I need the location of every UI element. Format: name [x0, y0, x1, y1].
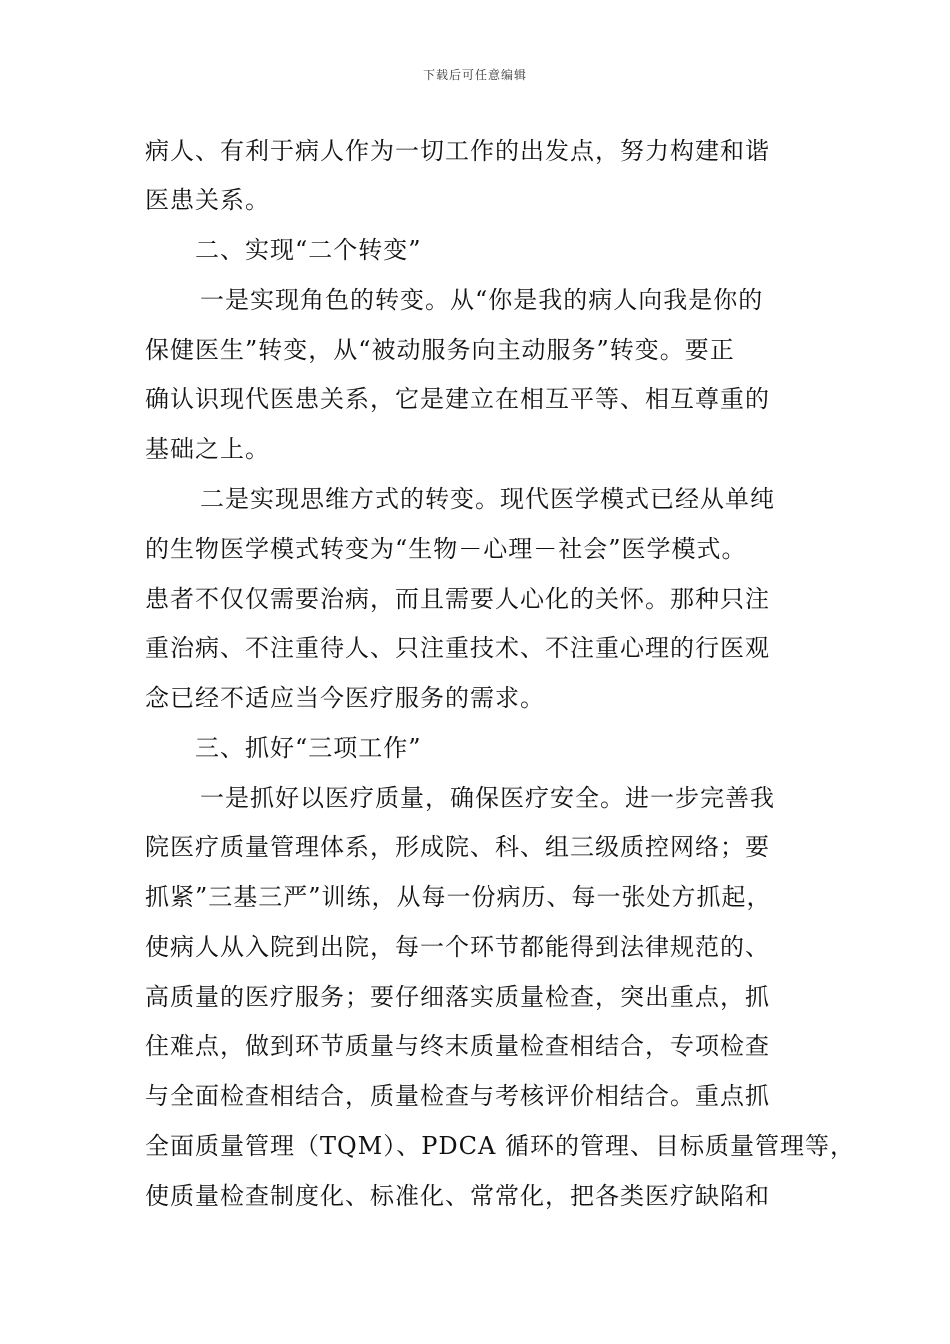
- text-line: 重治病、不注重待人、只注重技术、不注重心理的行医观: [145, 634, 770, 662]
- text-line: 高质量的医疗服务；要仔细落实质量检查，突出重点，抓: [145, 983, 770, 1011]
- text-line: 保健医生”转变，从“被动服务向主动服务”转变。要正: [145, 336, 735, 364]
- text-line: 二是实现思维方式的转变。现代医学模式已经从单纯: [200, 485, 775, 513]
- text-line: 使病人从入院到出院，每一个环节都能得到法律规范的、: [145, 933, 770, 961]
- text-line: 全面质量管理（TQM）、PDCA 循环的管理、目标质量管理等，: [145, 1132, 855, 1160]
- page-header-note: 下载后可任意编辑: [422, 68, 527, 82]
- text-line: 与全面检查相结合，质量检查与考核评价相结合。重点抓: [145, 1082, 770, 1110]
- text-line: 患者不仅仅需要治病，而且需要人心化的关怀。那种只注: [145, 585, 770, 613]
- text-line: 基础之上。: [145, 435, 270, 463]
- text-line: 病人、有利于病人作为一切工作的出发点，努力构建和谐: [145, 137, 770, 165]
- section-heading: 三、抓好“三项工作”: [195, 734, 422, 762]
- text-line: 院医疗质量管理体系，形成院、科、组三级质控网络；要: [145, 833, 770, 861]
- text-line: 一是实现角色的转变。从“你是我的病人向我是你的: [200, 286, 764, 314]
- section-heading: 二、实现“二个转变”: [195, 236, 422, 264]
- text-line: 医患关系。: [145, 186, 270, 214]
- text-line: 抓紧”三基三严”训练，从每一份病历、每一张处方抓起，: [145, 883, 772, 911]
- text-line: 一是抓好以医疗质量，确保医疗安全。进一步完善我: [200, 784, 775, 812]
- text-line: 念已经不适应当今医疗服务的需求。: [145, 684, 545, 712]
- text-line: 的生物医学模式转变为“生物－心理－社会”医学模式。: [145, 535, 747, 563]
- text-line: 确认识现代医患关系，它是建立在相互平等、相互尊重的: [145, 385, 770, 413]
- text-line: 使质量检查制度化、标准化、常常化，把各类医疗缺陷和: [145, 1182, 770, 1210]
- text-line: 住难点，做到环节质量与终末质量检查相结合，专项检查: [145, 1032, 770, 1060]
